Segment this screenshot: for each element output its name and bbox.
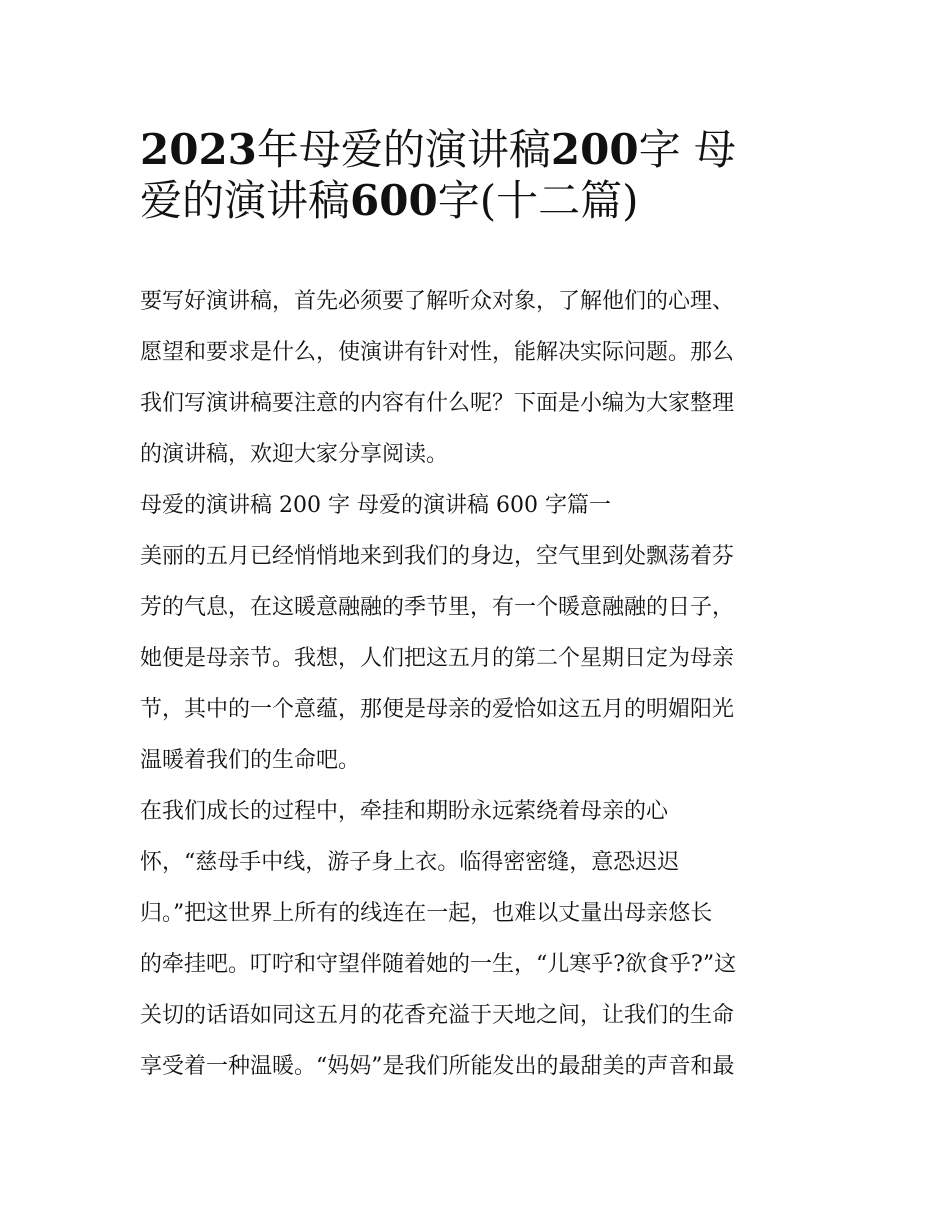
body-line: 的演讲稿，欢迎大家分享阅读。	[140, 442, 449, 467]
body-line: 享受着一种温暖。“妈妈”是我们所能发出的最甜美的声音和最	[140, 1054, 735, 1079]
body-line: 芳的气息，在这暖意融融的季节里，有一个暖意融融的日子，	[140, 595, 735, 620]
body-line: 关切的话语如同这五月的花香充溢于天地之间，让我们的生命	[140, 1003, 735, 1028]
section-heading: 母爱的演讲稿 200 字 母爱的演讲稿 600 字篇一	[140, 493, 611, 518]
body-line: 在我们成长的过程中，牵挂和期盼永远萦绕着母亲的心	[140, 799, 669, 824]
title-number: 200	[550, 125, 639, 174]
body-line: 愿望和要求是什么，使演讲有针对性，能解决实际问题。那么	[140, 340, 735, 365]
title-text: 年母爱的演讲稿	[256, 125, 551, 174]
document-body	[140, 276, 830, 1092]
document-title	[140, 114, 830, 225]
body-line: 的牵挂吧。叮咛和守望伴随着她的一生，“儿寒乎?欲食乎?”这	[140, 952, 737, 977]
body-line: 她便是母亲节。我想，人们把这五月的第二个星期日定为母亲	[140, 646, 735, 671]
title-year: 2023	[140, 125, 257, 174]
title-number: 600	[350, 176, 438, 225]
body-line: 温暖着我们的生命吧。	[140, 748, 361, 773]
body-line: 要写好演讲稿，首先必须要了解听众对象，了解他们的心理、	[140, 289, 735, 314]
title-text: 字(十二篇)	[437, 176, 639, 225]
title-line	[140, 114, 830, 174]
body-line: 归。”把这世界上所有的线连在一起，也难以丈量出母亲悠长	[140, 901, 713, 926]
title-text: 爱的演讲稿	[140, 176, 351, 225]
body-line: 节，其中的一个意蕴，那便是母亲的爱恰如这五月的明媚阳光	[140, 697, 735, 722]
body-line: 怀，“慈母手中线，游子身上衣。临得密密缝，意恐迟迟	[140, 850, 680, 875]
body-line: 美丽的五月已经悄悄地来到我们的身边，空气里到处飘荡着芬	[140, 544, 735, 569]
body-line: 我们写演讲稿要注意的内容有什么呢？下面是小编为大家整理	[140, 391, 735, 416]
title-text: 字 母	[638, 125, 736, 174]
